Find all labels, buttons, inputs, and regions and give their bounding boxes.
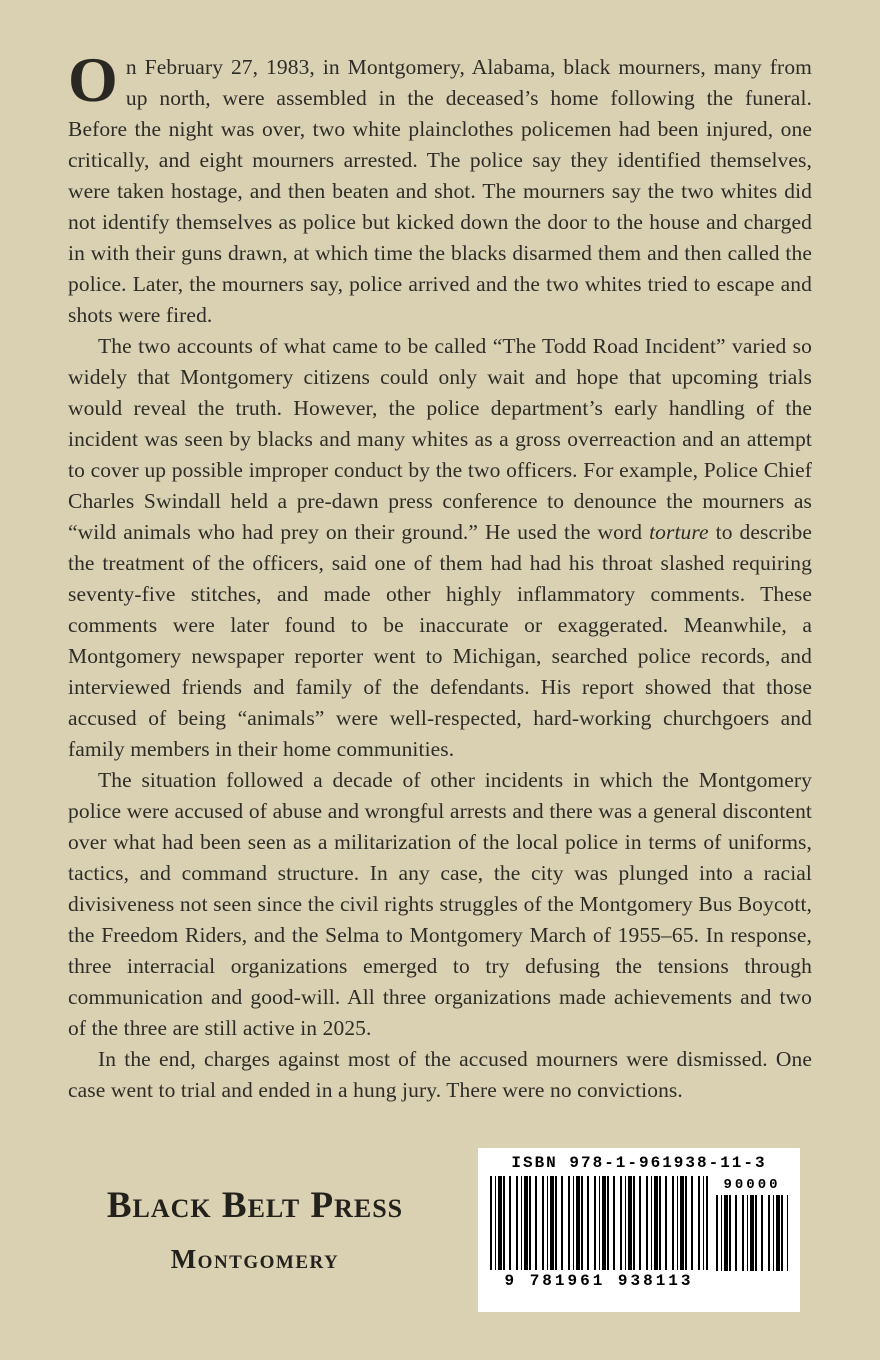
- barcode-bars: [490, 1176, 708, 1270]
- publisher-block: [95, 1186, 415, 1274]
- paragraph-2: [68, 331, 812, 765]
- main-barcode: [490, 1176, 708, 1291]
- paragraph-2-text-a: The two accounts of what came to be called “The Todd Road Incident” varied so widely that Montgomery citizens could only wait and hope that upcoming trials would reveal the truth. However, the police department’s early handling of the incident was seen by blacks and many whites as a gross overreaction and an attempt to cover up possible improper conduct by the two officers. For example, Police Chief Charles Swindall held a pre-dawn press conference to denounce the mourners as “wild animals who had prey on their ground.” He used the word: [68, 334, 812, 544]
- publisher-city: Montgomery: [170, 1244, 340, 1274]
- paragraph-1: [68, 44, 812, 331]
- barcode-price-code: 90000: [723, 1177, 781, 1193]
- isbn-number: ISBN 978-1-961938-11-3: [511, 1154, 767, 1172]
- synopsis-text: [68, 44, 812, 1106]
- isbn-barcode-panel: [478, 1148, 800, 1312]
- publisher-name: Black Belt Press: [106, 1185, 404, 1226]
- barcode-digits: 9 781961 938113: [504, 1272, 694, 1290]
- addon-barcode: [716, 1176, 788, 1271]
- barcode-row: [490, 1176, 788, 1291]
- paragraph-3: The situation followed a decade of other incidents in which the Montgomery police were accused of abuse and wrongful arrests and there was a general discontent over what had been seen as a militarization of the local police in terms of uniforms, tactics, and command structure. In any case, the city was plunged into a racial divisiveness not seen since the civil rights struggles of the Montgomery Bus Boycott, the Freedom Riders, and the Selma to Montgomery March of 1955–65. In response, three interracial organizations emerged to try defusing the tensions through communication and good-will. All three organizations made achievements and two of the three are still active in 2025.: [68, 768, 812, 1040]
- paragraph-4: In the end, charges against most of the accused mourners were dismissed. One case went to trial and ended in a hung jury. There were no convictions.: [68, 1047, 812, 1102]
- addon-barcode-bars: [716, 1195, 788, 1271]
- paragraph-2-text-b: to describe the treatment of the officers, said one of them had had his throat slashed requiring seventy-five stitches, and made other highly inflammatory comments. These comments were later found to be inaccurate or exaggerated. Meanwhile, a Montgomery newspaper reporter went to Michigan, searched police records, and interviewed friends and family of the defendants. His report showed that those accused of being “animals” were well-respected, hard-working churchgoers and family members in their home communities.: [68, 520, 812, 761]
- italic-word-torture: torture: [649, 520, 709, 544]
- drop-cap: O: [68, 44, 118, 115]
- paragraph-1-text: n February 27, 1983, in Montgomery, Alabama, black mourners, many from up north, were assembled in the deceased’s home following the funeral. Before the night was over, two white plainclothes policemen had been injured, one critically, and eight mourners arrested. The police say they identified themselves, were taken hostage, and then beaten and shot. The mourners say the two whites did not identify themselves as police but kicked down the door to the house and charged in with their guns drawn, at which time the blacks disarmed them and then called the police. Later, the mourners say, police arrived and the two whites tried to escape and shots were fired.: [68, 55, 812, 327]
